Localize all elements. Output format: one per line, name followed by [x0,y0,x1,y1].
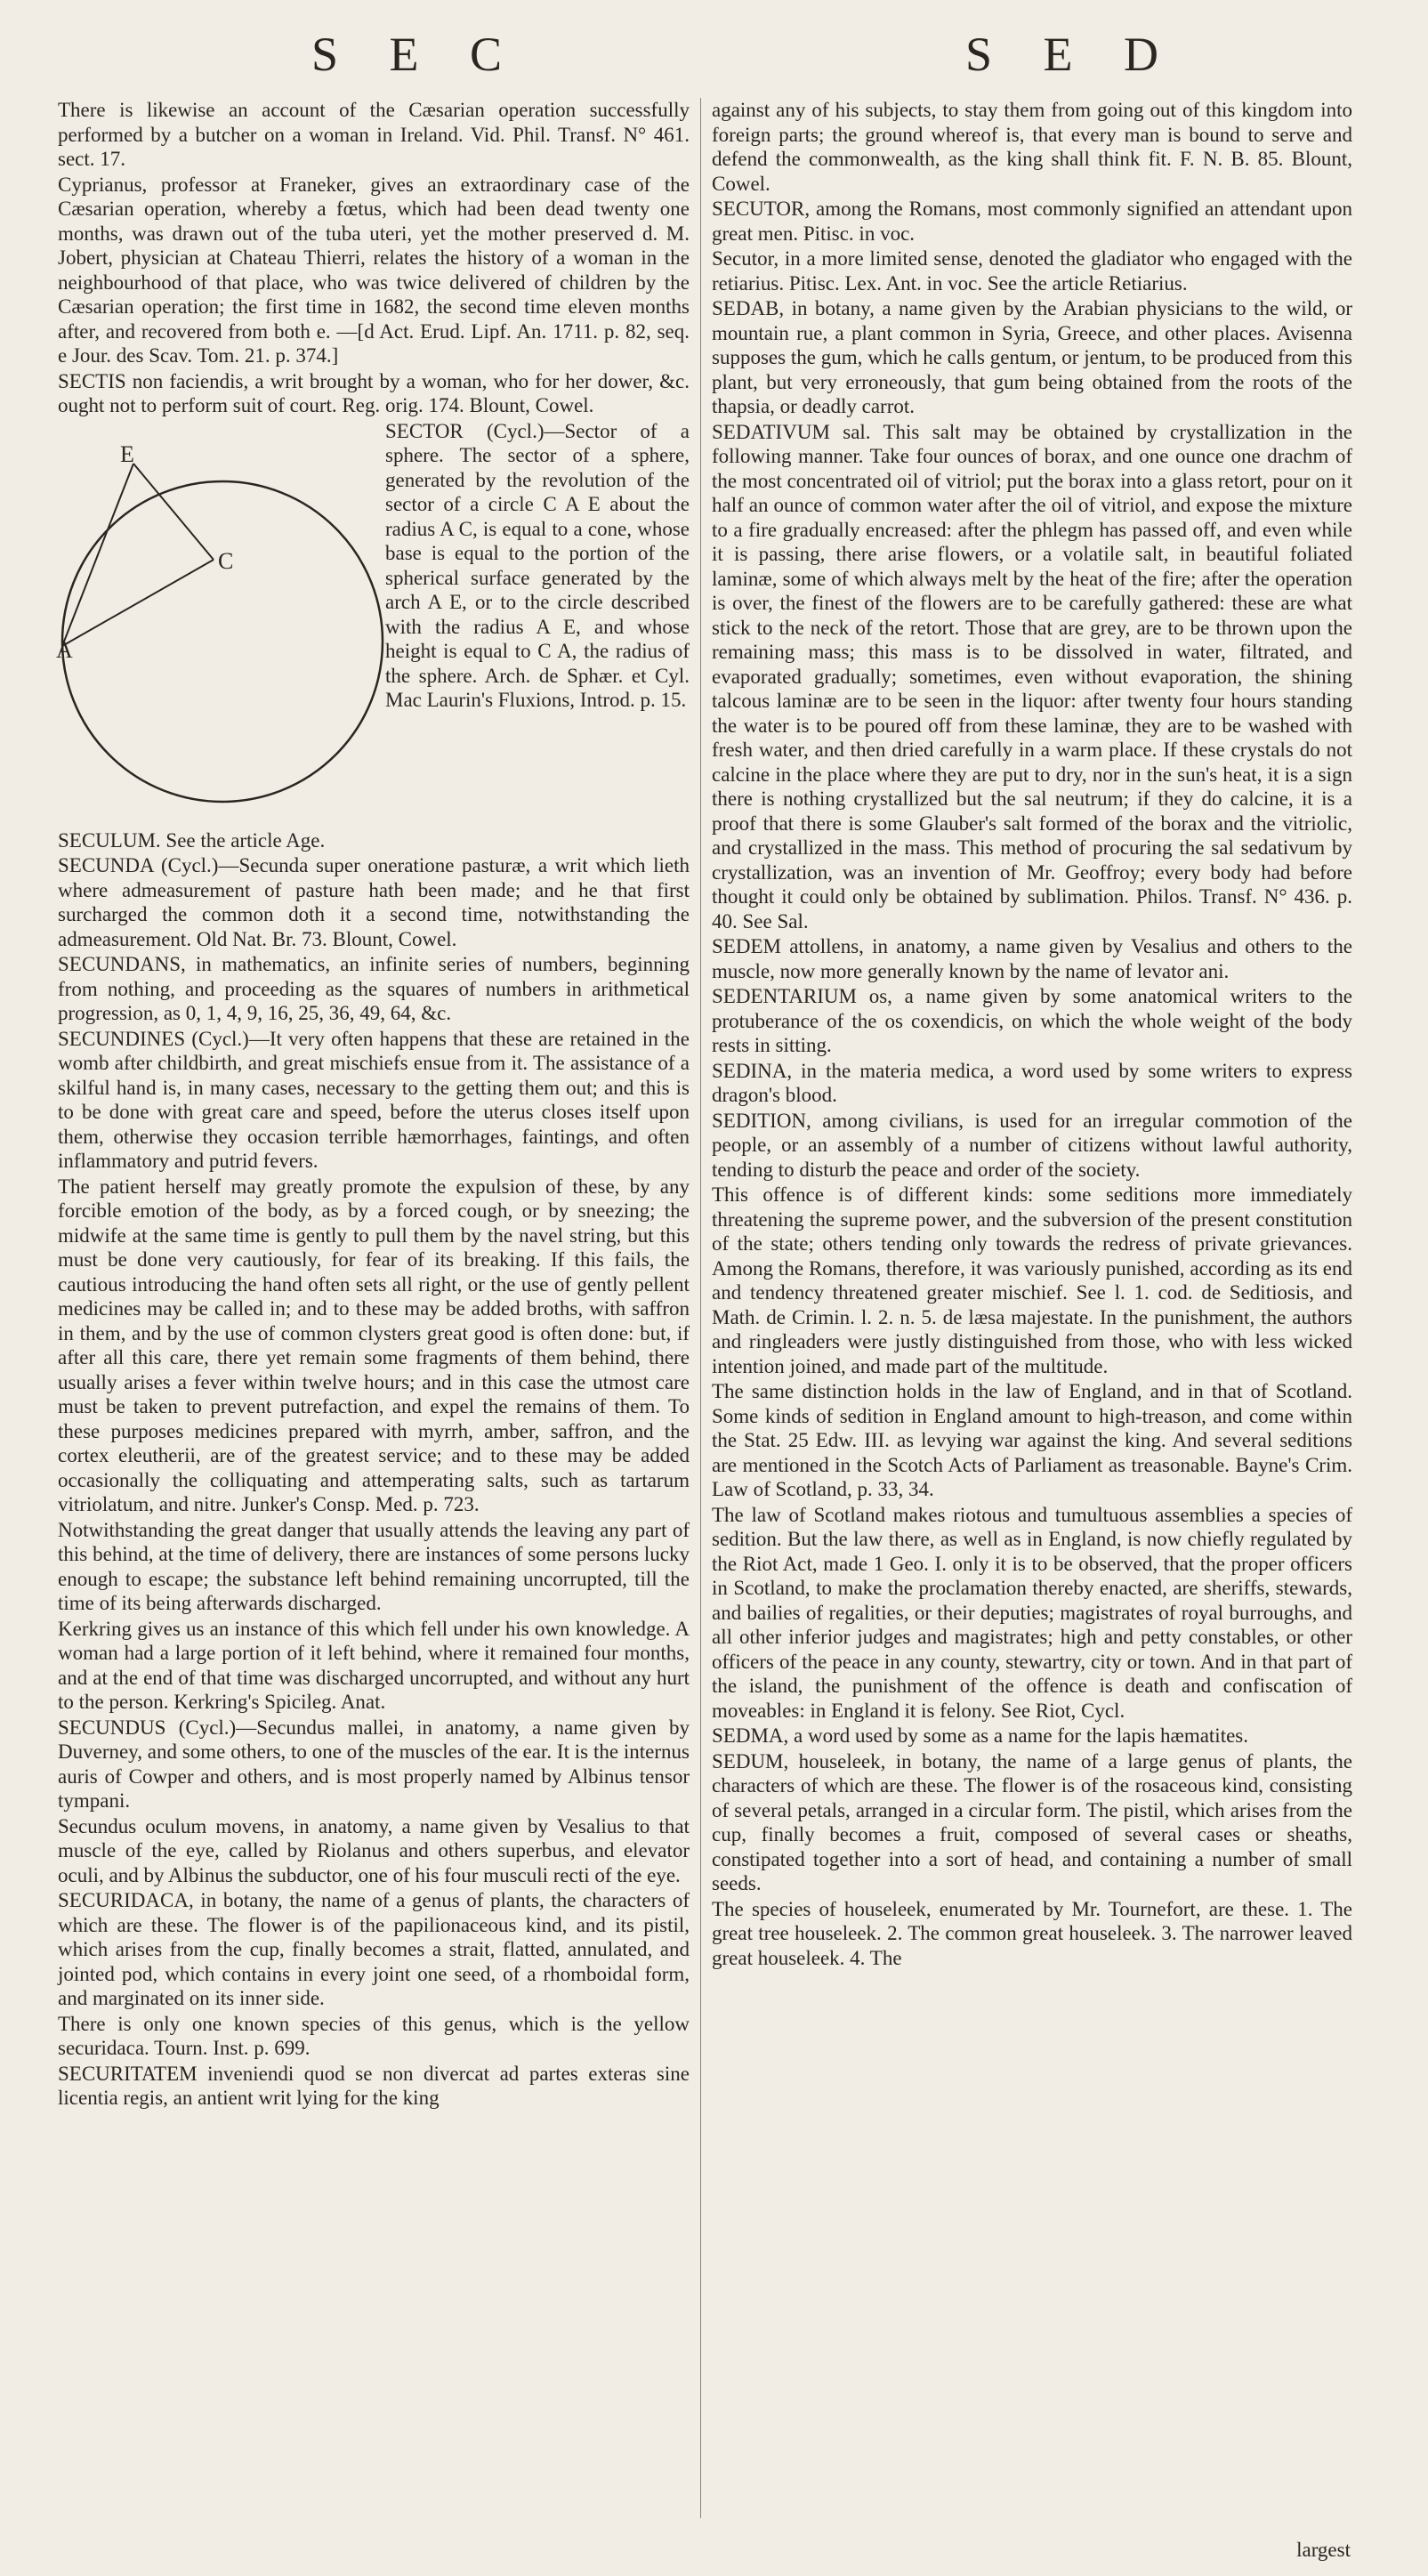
entry-text: The patient herself may greatly promote the expulsion of these, by any forcible emotion of the body, as by a forced cough, or by sneezing; the midwife at the same time is gently to pull them by the navel string, but this must be done very cautiously, for fear of its breaking. If this fails, the cautious introducing the hand often sets all right, or the use of gently pellent medicines may be called in; and to these may be added broths, with saffron in them, and by the use of common clysters great good is often done: but, if after all this care, there yet remain some fragments of them behind, there usually arises a fever within twelve hours; and in this case the utmost care must be taken to prevent putrefaction, and expel the remains of them. To these purposes medicines prepared with myrrh, amber, saffron, and the cortex eleutherii, are of the greatest service; and to these may be added occasionally the colliquating and attemperating salts, such as tartarum vitriolatum, and nitre. Junker's Consp. Med. p. 723. [58,1175,690,1515]
label-a: A [56,636,73,663]
entry-text: There is only one known species of this genus, which is the yellow securidaca. Tourn. Inst. p. 699. [58,2012,690,2059]
sector-diagram [58,419,378,828]
entry-text: Secutor, in a more limited sense, denoted the gladiator who engaged with the retiarius. Pitisc. Lex. Ant. in voc. See the article Retiarius. [712,247,1352,295]
entry-text: This offence is of different kinds: some seditions more immediately threatening the supreme power, and the subversion of the present constitution of the state; others tending only towards the redress of private grievances. Among the Romans, therefore, it was variously punished, according as its end and tendency threatened greater mischief. See l. 1. cod. de Seditiosis, and Math. de Crimin. l. 2. n. 5. de læsa majestate. In the punishment, the authors and ringleaders were justly distinguished from those, who with less wicked intention joined, and made part of the multitude. [712,1183,1352,1377]
entry-sedma: SEDMA, a word used by some as a name for the lapis hæmatites. [712,1724,1248,1747]
left-column [58,98,690,2112]
entry-text: Kerkring gives us an instance of this which fell under his own knowledge. A woman had a large portion of it left behind, where it remained four months, and at the end of that time was discharged uncorrupted, and without any hurt to the person. Kerkring's Spicileg. Anat. [58,1617,690,1713]
entry-text: The species of houseleek, enumerated by Mr. Tournefort, are these. 1. The great tree houseleek. 2. The common great houseleek. 3. The narrower leaved great houseleek. 4. The [712,1897,1352,1969]
entry-securitatem: SECURITATEM inveniendi quod se non divercat ad partes exteras sine licentia regis, an antient writ lying for the king [58,2062,690,2109]
running-header [0,27,1428,89]
entry-sector-text: SECTOR (Cycl.)—Sector of a sphere. The sector of a sphere, generated by the revolution of the sector of a circle C A E about the radius A C, is equal to a cone, whose base is equal to the portion of the spherical surface generated by the arch A E, or to the circle described with the radius A E, and whose height is equal to C A, the radius of the sphere. Arch. de Sphær. et Cyl. Mac Laurin's Fluxions, Introd. p. 15. [385,419,690,711]
entry-sectis: SECTIS non faciendis, a writ brought by a woman, who for her dower, &c. ought not to perform suit of court. Reg. orig. 174. Blount, Cowel. [58,369,690,416]
entry-text: There is likewise an account of the Cæsarian operation successfully performed by a butcher on a woman in Ireland. Vid. Phil. Transf. N° 461. sect. 17. [58,99,690,170]
entry-sedab: SEDAB, in botany, a name given by the Arabian physicians to the wild, or mountain rue, a plant common in Syria, Greece, and other places. Avisenna supposes the gum, which he calls gentum, or jentum, to be produced from this plant, but very erroneously, that gum being obtained from the roots of the thapsia, or deadly carrot. [712,297,1352,417]
entry-sector [58,419,690,713]
entry-secundans: SECUNDANS, in mathematics, an infinite series of numbers, beginning from nothing, and proceeding as the squares of numbers in arithmetical progression, as 0, 1, 4, 9, 16, 25, 36, 49, 64, &c. [58,953,690,1024]
entry-sedum: SEDUM, houseleek, in botany, the name of a large genus of plants, the characters of which are these. The flower is of the rosaceous kind, consisting of several petals, arranged in a circular form. The pistil, which arises from the cup, finally becomes a fruit, composed of several cases or sheaths, constipated together into a sort of head, and containing a number of small seeds. [712,1749,1352,1894]
entry-text: The law of Scotland makes riotous and tumultuous assemblies a species of sedition. But the law there, as well as in England, is now chiefly regulated by the Riot Act, made 1 Geo. I. only it is to be observed, that the proper officers in Scotland, to make the proclamation thereby enacted, are sheriffs, stewards, and bailies of regalities, or their deputies; magistrates of royal burroughs, and all other inferior judges and magistrates; high and petty constables, or other officers of the peace in any county, stewartry, city or town. And in that part of the island, the punishment of the offence is death and confiscation of moveables: in England it is felony. See Riot, Cycl. [712,1503,1352,1722]
catchword: largest [1296,2539,1351,2561]
right-column [712,98,1352,1971]
radius-ac [62,560,214,646]
sphere-circle [62,481,383,802]
radius-ae [62,464,133,646]
entry-sedition: SEDITION, among civilians, is used for an irregular commotion of the people, or an assembly of a number of citizens without lawful authority, tending to disturb the peace and order of the society. [712,1109,1352,1181]
column-rule [700,98,701,2518]
headword-right: S E D [965,28,1179,81]
entry-sedem: SEDEM attollens, in anatomy, a name given by Vesalius and others to the muscle, now more generally known by the name of levator ani. [712,935,1352,982]
entry-secunda: SECUNDA (Cycl.)—Secunda super oneratione pasturæ, a writ which lieth where admeasurement of pasture hath been made; and he that first surcharged the common doth it a second time, notwithstanding the admeasurement. Old Nat. Br. 73. Blount, Cowel. [58,854,690,950]
entry-text: The same distinction holds in the law of England, and in that of Scotland. Some kinds of sedition in England amount to high-treason, and come within the Stat. 25 Edw. III. as levying war against the king. And several seditions are mentioned in the Scotch Acts of Parliament as treasonable. Bayne's Crim. Law of Scotland, p. 33, 34. [712,1380,1352,1500]
sector-figure [58,419,378,828]
entry-text: Secundus oculum movens, in anatomy, a name given by Vesalius to that muscle of the eye, called by Riolanus and others superbus, and elevator oculi, and by Albinus the subductor, one of his four musculi recti of the eye. [58,1814,690,1886]
entry-secundus: SECUNDUS (Cycl.)—Secundus mallei, in anatomy, a name given by Duverney, and some others, to one of the muscles of the ear. It is the internus auris of Cowper and others, and is most properly named by Albinus tensor tympani. [58,1716,690,1812]
label-e: E [120,440,134,467]
entry-text: Notwithstanding the great danger that usually attends the leaving any part of this behind, at the time of delivery, there are instances of some persons lucky enough to escape; the substance left behind remaining uncorrupted, till the time of its being afterwards discharged. [58,1518,690,1614]
entry-seculum: SECULUM. See the article Age. [58,828,326,852]
entry-text: Cyprianus, professor at Franeker, gives an extraordinary case of the Cæsarian operation, whereby a fœtus, which had been dead twenty one months, was drawn out of the tuba uteri, yet the mother preserved d. M. Jobert, physician at Chateau Thierri, relates the history of a woman in the neighbourhood of that place, who was twice delivered of children by the Cæsarian operation; the first time in 1682, the second time eleven months after, and recovered from both e. —[d Act. Erud. Lipf. An. 1711. p. 82, seq. e Jour. des Scav. Tom. 21. p. 374.] [58,173,690,367]
entry-sedina: SEDINA, in the materia medica, a word used by some writers to express dragon's blood. [712,1059,1352,1106]
entry-text: against any of his subjects, to stay them from going out of this kingdom into foreign parts; the ground whereof is, that every man is bound to serve and defend the commonwealth, as the king shall think fit. F. N. B. 85. Blount, Cowel. [712,99,1352,195]
label-c: C [218,547,234,574]
entry-secundines: SECUNDINES (Cycl.)—It very often happens that these are retained in the womb after childbirth, and great mischiefs ensue from it. The assistance of a skilful hand is, in many cases, necessary to the getting them out; and this is to be done with great care and speed, before the uterus closes itself upon them, otherwise they occasion terrible hæmorrhages, faintings, and often inflammatory and putrid fevers. [58,1027,690,1172]
entry-sedentarium: SEDENTARIUM os, a name given by some anatomical writers to the protuberance of the os coxendicis, on which the whole weight of the body rests in sitting. [712,985,1352,1056]
entry-sedativum: SEDATIVUM sal. This salt may be obtained by crystallization in the following manner. Take four ounces of borax, and one ounce one drachm of the most concentrated oil of vitriol; put the borax into a glass retort, pour on it half an ounce of common water after the oil of vitriol, and expose the mixture to a fire gradually encreased: after the phlegm has passed off, and even while it is passing, there arise flowers, or a volatile salt, in beautiful foliated laminæ, some of which always melt by the heat of the fire; after the operation is over, the finest of the flowers are to be carefully gathered: these are what stick to the neck of the retort. Those that are grey, are to be thrown upon the remaining mass; this mass is to be dissolved in water, filtrated, and evaporated gradually; sometimes, even without evaporation, the shining talcous laminæ are to be seen in the liquor: after twenty four hours standing the water is to be poured off from these laminæ, they are to be washed with fresh water, and then dried carefully in a warm place. If these crystals do not calcine in the place where they are put to dry, nor in the sun's heat, it is a sign there is nothing crystallized but the sal neutrum; if they do calcine, it is a proof that there is some Glauber's salt formed of the borax and the vitriolic, and crystallized in the mass. This method of procuring the sal sedativum by crystallization, was an invention of Mr. Geoffroy; every body had before thought it could only be obtained by sublimation. Philos. Transf. N° 436. p. 40. See Sal. [712,420,1352,933]
headword-left: S E C [311,28,522,81]
entry-securidaca: SECURIDACA, in botany, the name of a genus of plants, the characters of which are these. The flower is of the papilionaceous kind, and its pistil, which arises from the cup, finally becomes a strait, flatted, annulated, and jointed pod, which contains in every joint one seed, of a rhomboidal form, and marginated on its inner side. [58,1889,690,2009]
radius-ec [133,464,214,560]
entry-secutor: SECUTOR, among the Romans, most commonly signified an attendant upon great men. Pitisc. in voc. [712,198,1352,245]
